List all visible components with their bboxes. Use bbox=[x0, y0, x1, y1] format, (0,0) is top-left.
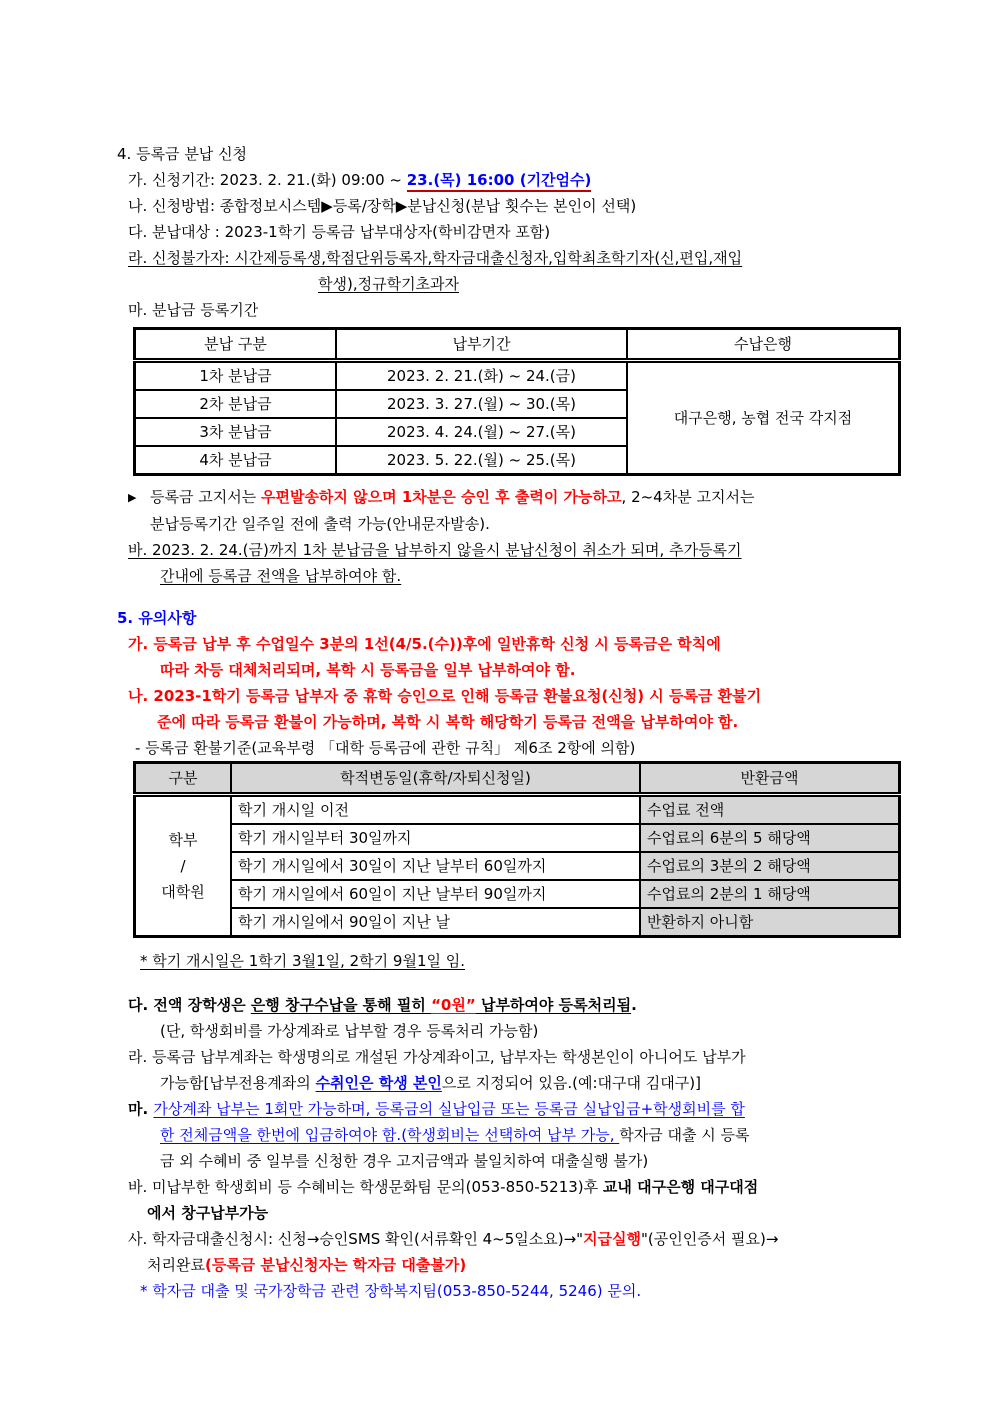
triangle-bullet-icon: ▶ bbox=[128, 491, 137, 504]
refund-standard-note: - 등록금 환불기준(교육부령 「대학 등록금에 관한 규칙」 제6조 2항에 의함) bbox=[135, 739, 636, 757]
header-category: 구분 bbox=[135, 763, 232, 795]
header-receiving-bank: 수납은행 bbox=[627, 329, 900, 361]
installment-type-cell: 3차 분납금 bbox=[135, 418, 337, 446]
receiving-bank-cell: 대구은행, 농협 전국 각지점 bbox=[627, 361, 900, 475]
section4-item-na: 나. 신청방법: 종합정보시스템▶등록/장학▶분납신청(분납 횟수는 본인이 선택) bbox=[128, 197, 637, 215]
bill-notice-line2: 분납등록기간 일주일 전에 출력 가능(안내문자발송). bbox=[150, 515, 490, 533]
change-date-cell: 학기 개시일에서 90일이 지난 날 bbox=[231, 908, 640, 937]
da-tail: . bbox=[631, 996, 637, 1014]
ra-post: 으로 지정되어 있음.(예:대구대 김대구)] bbox=[441, 1074, 701, 1092]
ba-pre: 바. 미납부한 학생회비 등 수혜비는 학생문화팀 문의(053-850-5213)후 bbox=[128, 1178, 603, 1196]
category-line: 학부 bbox=[168, 831, 198, 849]
section5-item-ga-line2: 따라 차등 대체처리되며, 복학 시 등록금을 일부 납부하여야 함. bbox=[160, 661, 576, 679]
section4-item-ba-line1: 바. 2023. 2. 24.(금)까지 1차 분납금을 납부하지 않을시 분납신청이 취소가 되며, 추가등록기 bbox=[128, 541, 742, 559]
section5-item-ma-line3: 금 외 수혜비 중 일부를 신청한 경우 고지금액과 불일치하여 대출실행 불가) bbox=[160, 1152, 649, 1170]
change-date-cell: 학기 개시일부터 30일까지 bbox=[231, 824, 640, 852]
section5-item-da-sub: (단, 학생회비를 가상계좌로 납부할 경우 등록처리 가능함) bbox=[160, 1022, 539, 1040]
ma-label: 마. bbox=[128, 1100, 154, 1118]
ra-payee-highlight: 수취인은 학생 본인 bbox=[315, 1074, 442, 1092]
section5-item-da-line1 bbox=[128, 992, 884, 1018]
table-header-row bbox=[135, 329, 900, 361]
change-date-cell: 학기 개시일에서 30일이 지난 날부터 60일까지 bbox=[231, 852, 640, 880]
section5-item-ba-line2: 에서 창구납부가능 bbox=[147, 1204, 269, 1222]
section5-item-na-line2: 준에 따라 등록금 환불이 가능하며, 복학 시 복학 해당학기 등록금 전액을 납부하여야 함. bbox=[157, 713, 739, 731]
section5-item-ma-line1 bbox=[128, 1096, 884, 1122]
table-header-row bbox=[135, 763, 900, 795]
table-row bbox=[135, 361, 900, 391]
ma-blue-line1: 가상계좌 납부는 1회만 가능하며, 등록금의 실납입금 또는 등록금 실납입금+학생회비를 합 bbox=[153, 1100, 745, 1118]
header-change-date: 학적변동일(휴학/자퇴신청일) bbox=[231, 763, 640, 795]
installment-type-cell: 2차 분납금 bbox=[135, 390, 337, 418]
refund-amount-cell: 수업료 전액 bbox=[640, 795, 900, 825]
payment-period-cell: 2023. 4. 24.(월) ~ 27.(목) bbox=[336, 418, 627, 446]
section5-item-na-line1: 나. 2023-1학기 등록금 납부자 중 휴학 승인으로 인해 등록금 환불요청(신청) 시 등록금 환불기 bbox=[128, 687, 762, 705]
header-installment-type: 분납 구분 bbox=[135, 329, 337, 361]
header-refund-amount: 반환금액 bbox=[640, 763, 900, 795]
loan-contact-note: * 학자금 대출 및 국가장학금 관련 장학복지팀(053-850-5244, 5246) 문의. bbox=[140, 1282, 642, 1300]
payment-period-cell: 2023. 3. 27.(월) ~ 30.(목) bbox=[336, 390, 627, 418]
section5-item-ra-line2 bbox=[160, 1070, 884, 1096]
change-date-cell: 학기 개시일 이전 bbox=[231, 795, 640, 825]
category-group-cell bbox=[135, 795, 232, 937]
ma-black-line2: 학자금 대출 시 등록 bbox=[619, 1126, 750, 1144]
section5-item-sa-line1 bbox=[128, 1226, 884, 1252]
application-period-label: 가. 신청기간: 2023. 2. 21.(화) 09:00 ~ bbox=[128, 171, 407, 189]
application-deadline-text: 23.(목) 16:00 (기간엄수) bbox=[407, 171, 592, 192]
ra-pre: 가능함[납부전용계좌의 bbox=[160, 1074, 316, 1092]
refund-amount-cell: 반환하지 아니함 bbox=[640, 908, 900, 937]
bill-notice-pre: 등록금 고지서는 bbox=[150, 488, 261, 506]
bill-notice-red: 우편발송하지 않으며 1차분은 승인 후 출력이 가능하고 bbox=[260, 488, 622, 506]
sa-loan-restriction: (등록금 분납신청자는 학자금 대출불가) bbox=[204, 1256, 467, 1274]
header-payment-period: 납부기간 bbox=[336, 329, 627, 361]
bill-notice-line1 bbox=[128, 484, 884, 511]
installment-type-cell: 4차 분납금 bbox=[135, 446, 337, 475]
section4-item-ra-line2: 학생),정규학기초과자 bbox=[318, 275, 460, 293]
semester-start-note: * 학기 개시일은 1학기 3월1일, 2학기 9월1일 임. bbox=[140, 952, 466, 970]
ba-bank-bold: 교내 대구은행 대구대점 bbox=[602, 1178, 759, 1196]
table-row bbox=[135, 795, 900, 825]
payment-period-cell: 2023. 2. 21.(화) ~ 24.(금) bbox=[336, 361, 627, 391]
category-line: / bbox=[180, 857, 186, 875]
payment-period-cell: 2023. 5. 22.(월) ~ 25.(목) bbox=[336, 446, 627, 475]
refund-amount-cell: 수업료의 2분의 1 해당액 bbox=[640, 880, 900, 908]
change-date-cell: 학기 개시일에서 60일이 지난 날부터 90일까지 bbox=[231, 880, 640, 908]
section5-title: 5. 유의사항 bbox=[117, 609, 197, 627]
da-zero-won: “0원” bbox=[431, 996, 476, 1014]
table-row bbox=[135, 908, 900, 937]
ma-blue-line2: 한 전체금액을 한번에 입금하여야 함.(학생회비는 선택하여 납부 가능, bbox=[160, 1126, 620, 1144]
table-row bbox=[135, 824, 900, 852]
section4-item-ga bbox=[128, 167, 884, 193]
section5-item-sa-line2 bbox=[147, 1252, 884, 1278]
bill-notice-post: , 2~4차분 고지서는 bbox=[621, 488, 755, 506]
refund-amount-cell: 수업료의 6분의 5 해당액 bbox=[640, 824, 900, 852]
sa-pre: 사. 학자금대출신청시: 신청→승인SMS 확인(서류확인 4~5일소요)→" bbox=[128, 1230, 584, 1248]
da-bold: 다. 전액 장학생은 bbox=[128, 996, 251, 1014]
section4-item-da: 다. 분납대상 : 2023-1학기 등록금 납부대상자(학비감면자 포함) bbox=[128, 223, 551, 241]
section5-item-ba-line1 bbox=[128, 1174, 884, 1200]
sa-complete: 처리완료 bbox=[147, 1256, 205, 1274]
da-underline2: 납부하여야 등록처리됨 bbox=[475, 996, 632, 1014]
section4-item-ma: 마. 분납금 등록기간 bbox=[128, 301, 259, 319]
installment-schedule-table bbox=[133, 327, 901, 476]
category-line: 대학원 bbox=[161, 883, 205, 901]
refund-standard-table bbox=[133, 761, 901, 938]
section4-item-ra-line1: 라. 신청불가자: 시간제등록생,학점단위등록자,학자금대출신청자,입학최초학기자(신,편입,재입 bbox=[128, 249, 743, 267]
table-row bbox=[135, 852, 900, 880]
section5-item-ra-line1: 라. 등록금 납부계좌는 학생명의로 개설된 가상계좌이고, 납부자는 학생본인이 아니어도 납부가 bbox=[128, 1048, 746, 1066]
section4-item-ba-line2: 간내에 등록금 전액을 납부하여야 함. bbox=[160, 567, 402, 585]
section5-item-ga-line1: 가. 등록금 납부 후 수업일수 3분의 1선(4/5.(수))후에 일반휴학 신청 시 등록금은 학칙에 bbox=[128, 635, 721, 653]
da-underline1: 은행 창구수납을 통해 필히 bbox=[250, 996, 432, 1014]
installment-type-cell: 1차 분납금 bbox=[135, 361, 337, 391]
sa-payment-execution: 지급실행 bbox=[583, 1230, 642, 1248]
section5-item-ma-line2 bbox=[160, 1122, 884, 1148]
section4-title: 4. 등록금 분납 신청 bbox=[117, 145, 248, 163]
table-row bbox=[135, 880, 900, 908]
refund-amount-cell: 수업료의 3분의 2 해당액 bbox=[640, 852, 900, 880]
sa-post: "(공인인증서 필요)→ bbox=[641, 1230, 779, 1248]
